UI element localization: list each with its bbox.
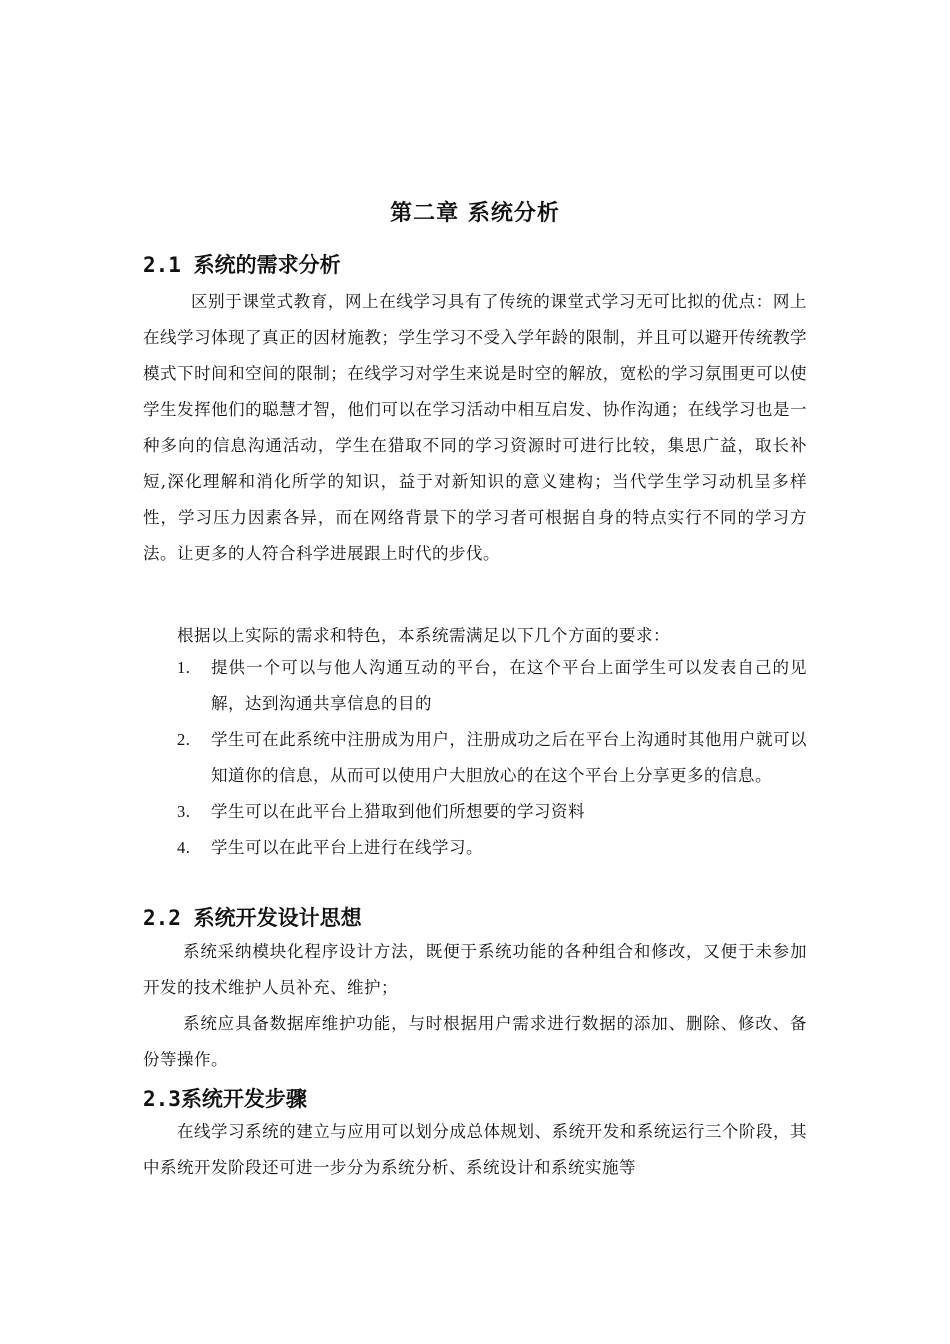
list-number: 3. [177, 802, 191, 821]
section-2-3-heading [143, 1083, 307, 1113]
section-number: 2.3 [143, 1087, 181, 1111]
section-title: 系统的需求分析 [193, 252, 341, 277]
list-item [143, 650, 807, 722]
paragraph: 在线学习系统的建立与应用可以划分成总体规划、系统开发和系统运行三个阶段，其中系统开发阶段还可进一步分为系统分析、系统设计和系统实施等 [143, 1122, 807, 1177]
section-2-1-heading [143, 249, 341, 279]
chapter-title: 第二章 系统分析 [390, 200, 560, 226]
section-title: 系统开发设计思想 [193, 905, 362, 930]
list-text: 学生可在此系统中注册成为用户，注册成功之后在平台上沟通时其他用户就可以知道你的信息，从而可以使用户大胆放心的在这个平台上分享更多的信息。 [211, 730, 807, 785]
paragraph: 系统采纳模块化程序设计方法，既便于系统功能的各种组合和修改，又便于未参加开发的技术维护人员补充、维护； [143, 942, 807, 997]
list-item [143, 830, 807, 866]
paragraph: 系统应具备数据库维护功能，与时根据用户需求进行数据的添加、删除、修改、备份等操作。 [143, 1014, 807, 1069]
list-number: 4. [177, 838, 191, 857]
list-item [143, 794, 807, 830]
section-number: 2.1 [143, 253, 181, 277]
paragraph: 区别于课堂式教育，网上在线学习具有了传统的课堂式学习无可比拟的优点：网上在线学习体现了真正的因材施教；学生学习不受入学年龄的限制，并且可以避开传统教学模式下时间和空间的限制；在线学习对学生来说是时空的解放，宽松的学习氛围更可以使学生发挥他们的聪慧才智，他们可以在学习活动中相互启发、协作沟通；在线学习也是一种多向的信息沟通活动，学生在猎取不同的学习资源时可进行比较，集思广益，取长补短,深化理解和消化所学的知识，益于对新知识的意义建构；当代学生学习动机呈多样性，学习压力因素各异，而在网络背景下的学习者可根据自身的特点实行不同的学习方法。让更多的人符合科学进展跟上时代的步伐。 [143, 292, 807, 563]
list-number: 2. [177, 730, 191, 749]
section-title: 系统开发步骤 [180, 1086, 307, 1111]
requirements-list [143, 650, 807, 866]
list-text: 学生可以在此平台上猎取到他们所想要的学习资料 [211, 802, 585, 821]
list-text: 提供一个可以与他人沟通互动的平台，在这个平台上面学生可以发表自己的见解，达到沟通共享信息的目的 [211, 658, 807, 713]
section-2-2-heading [143, 902, 362, 932]
list-text: 学生可以在此平台上进行在线学习。 [211, 838, 483, 857]
paragraph: 根据以上实际的需求和特色，本系统需满足以下几个方面的要求： [177, 626, 670, 645]
section-number: 2.2 [143, 906, 181, 930]
list-item [143, 722, 807, 794]
list-number: 1. [177, 658, 191, 677]
